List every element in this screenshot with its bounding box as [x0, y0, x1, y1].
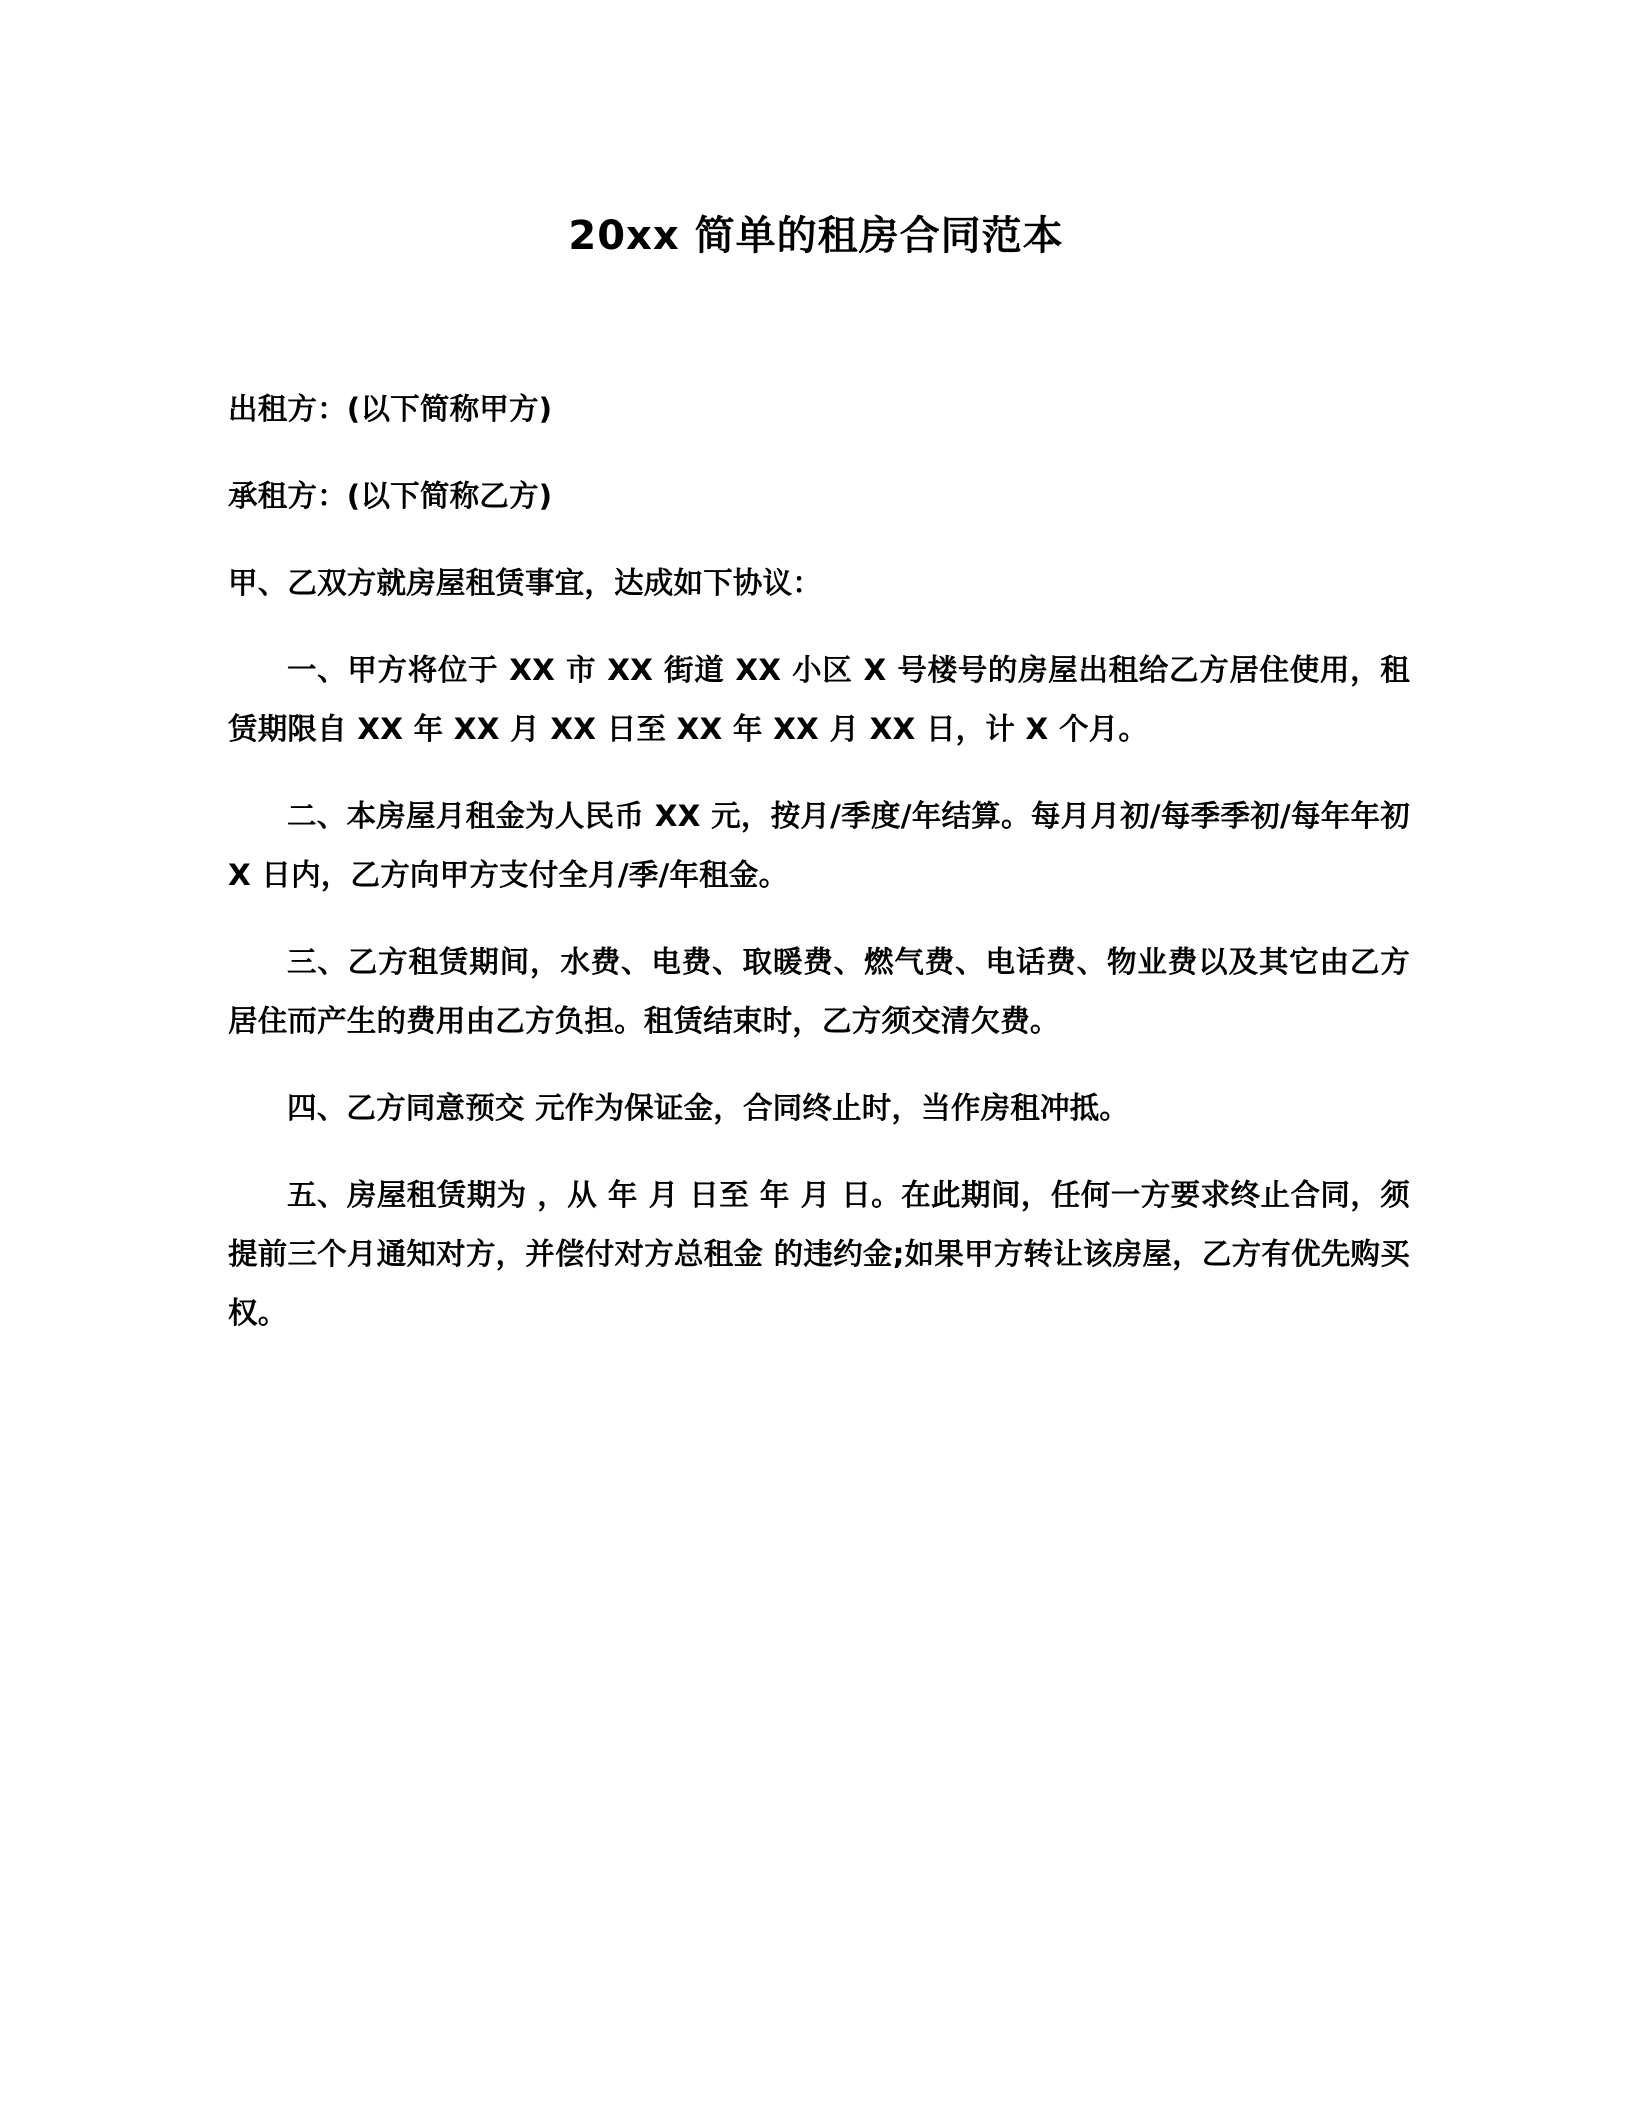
paragraph-clause-five: 五、房屋租赁期为 ，从 年 月 日至 年 月 日。在此期间，任何一方要求终止合同，须提前三个月通知对方，并偿付对方总租金 的违约金;如果甲方转让该房屋，乙方有优先购买权。	[228, 1178, 1410, 1330]
paragraph-agreement-intro: 甲、乙双方就房屋租赁事宜，达成如下协议：	[228, 566, 823, 600]
paragraph-clause-three: 三、乙方租赁期间，水费、电费、取暖费、燃气费、电话费、物业费以及其它由乙方居住而产生的费用由乙方负担。租赁结束时，乙方须交清欠费。	[228, 945, 1410, 1038]
paragraph-lessor: 出租方：(以下简称甲方)	[228, 392, 553, 426]
paragraph-clause-two: 二、本房屋月租金为人民币 XX 元，按月/季度/年结算。每月月初/每季季初/每年年初 X 日内，乙方向甲方支付全月/季/年租金。	[228, 799, 1410, 892]
paragraph-lessee: 承租方：(以下简称乙方)	[228, 479, 553, 513]
document-body	[0, 380, 1632, 1343]
paragraph-clause-four: 四、乙方同意预交 元作为保证金，合同终止时，当作房租冲抵。	[287, 1091, 1130, 1125]
page-title: 20xx 简单的租房合同范本	[568, 213, 1064, 259]
paragraph-clause-one: 一、甲方将位于 XX 市 XX 街道 XX 小区 X 号楼号的房屋出租给乙方居住使用，租赁期限自 XX 年 XX 月 XX 日至 XX 年 XX 月 XX 日，计 X 个月。	[228, 653, 1410, 746]
